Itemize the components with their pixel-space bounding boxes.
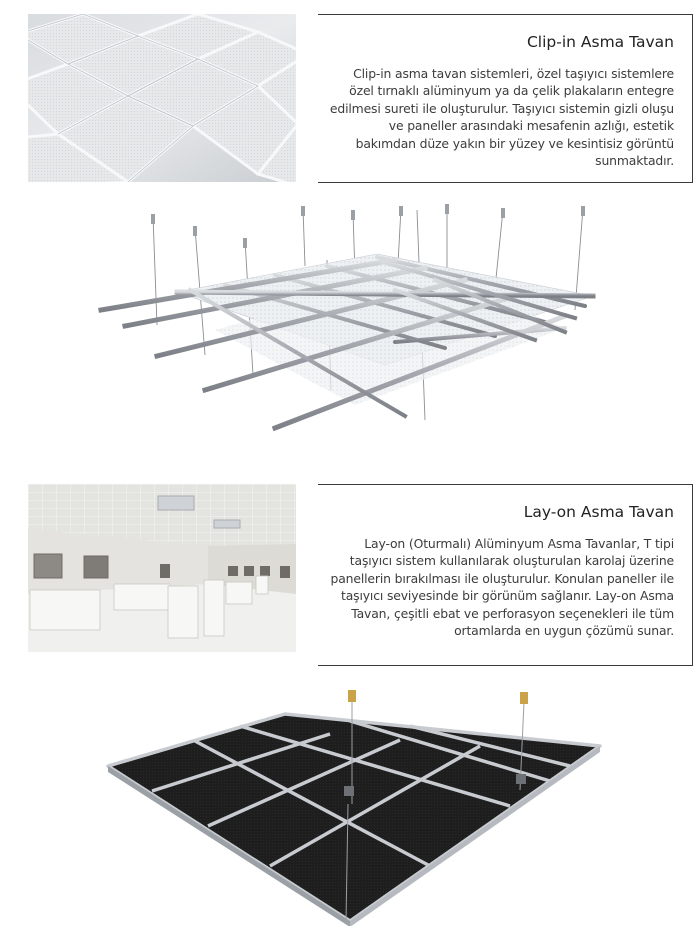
clip-in-description: Clip-in asma tavan sistemleri, özel taşıyıcı sistemlere özel tırnaklı alüminyum ya da çelik plakaların entegre edilmesi sureti ile oluşturulur. Taşıyıcı sistemin gizli oluşu ve paneller arasındaki mesafenin azlığı, estetik bakımdan düze yakın bir yüzey ve kesintisiz görüntü sunmaktadır. [329, 66, 674, 169]
clip-in-text-box [318, 14, 693, 183]
lay-on-grid-diagram [100, 686, 610, 926]
clip-in-ceiling-photo [28, 14, 296, 182]
lay-on-office-photo [28, 484, 296, 652]
lay-on-description: Lay-on (Oturmalı) Alüminyum Asma Tavanlar, T tipi taşıyıcı sistem kullanılarak oluşturulan karolaj üzerine panellerin bırakılması ile oluşturulur. Konulan paneller ile taşıyıcı seviyesinde bir görünüm sağlanır. Lay-on Asma Tavan, çeşitli ebat ve perforasyon seçenekleri ile tüm ortamlarda en uygun çözümü sunar. [330, 536, 674, 639]
lay-on-text-box [318, 484, 693, 666]
lay-on-title: Lay-on Asma Tavan [523, 503, 674, 521]
clip-in-grid-diagram [95, 200, 605, 460]
clip-in-title: Clip-in Asma Tavan [526, 33, 674, 51]
